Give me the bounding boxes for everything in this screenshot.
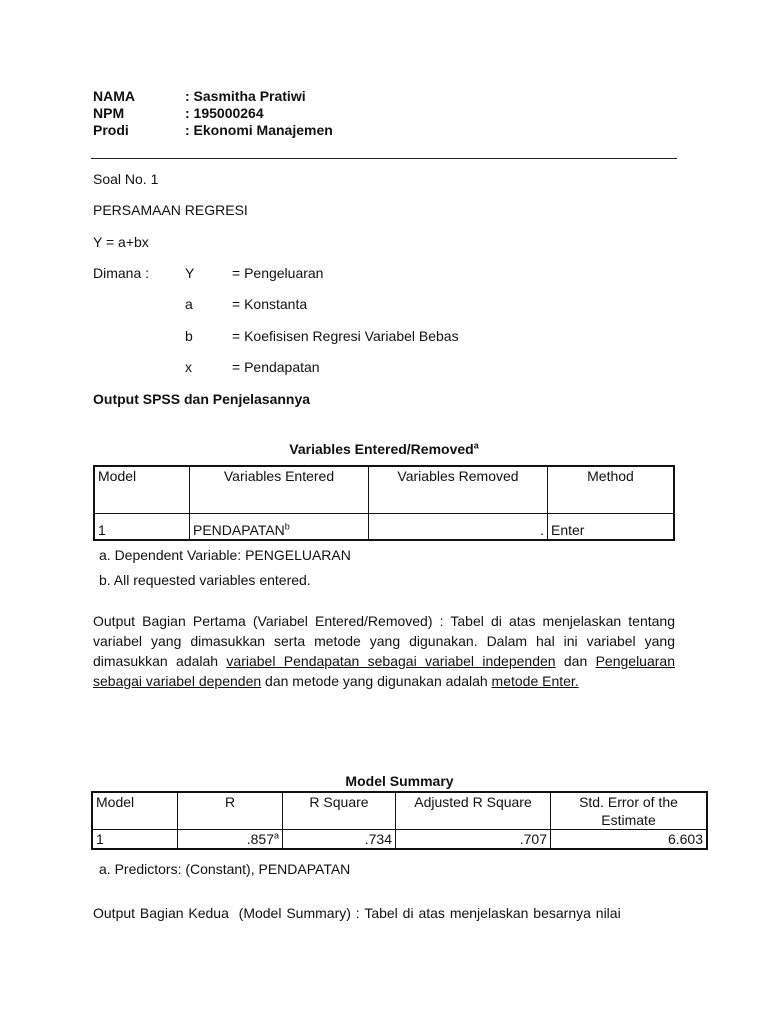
model-cell: 1 xyxy=(94,514,190,541)
model-summary-table xyxy=(91,791,708,850)
paragraph-output-pertama xyxy=(93,611,675,691)
table-header-row xyxy=(94,466,674,514)
table2-title: Model Summary xyxy=(345,773,454,789)
r-sup: a xyxy=(273,830,279,841)
header-cell: Adjusted R Square xyxy=(396,792,551,830)
paragraph-text: dan metode yang digunakan adalah xyxy=(261,673,492,689)
r-cell xyxy=(178,830,283,850)
output-heading: Output SPSS dan Penjelasannya xyxy=(93,391,311,407)
section-title: PERSAMAAN REGRESI xyxy=(93,202,248,218)
std-error-cell: 6.603 xyxy=(551,830,708,850)
table1-note: b. All requested variables entered. xyxy=(99,572,311,588)
header-cell: Method xyxy=(548,466,675,514)
paragraph-text: dan xyxy=(555,653,596,669)
dimana-label: Dimana : xyxy=(93,265,150,281)
entered-value: PENDAPATAN xyxy=(193,522,285,538)
definition-meaning: = Pengeluaran xyxy=(232,265,324,281)
header-cell: Variables Entered xyxy=(190,466,369,514)
table1-title-sup: a xyxy=(473,440,479,451)
header-cell: Model xyxy=(92,792,178,830)
header-cell: Variables Removed xyxy=(369,466,548,514)
adj-r-square-cell: .707 xyxy=(396,830,551,850)
header-cell: Std. Error of the Estimate xyxy=(551,792,708,830)
underlined-text: metode Enter. xyxy=(491,673,579,689)
table-row xyxy=(94,514,674,541)
model-cell: 1 xyxy=(92,830,178,850)
table1-note: a. Dependent Variable: PENGELUARAN xyxy=(99,547,351,563)
prodi-value: : Ekonomi Manajemen xyxy=(185,122,333,138)
npm-value: : 195000264 xyxy=(185,105,264,121)
r-value: .857 xyxy=(246,831,274,847)
definition-symbol: a xyxy=(185,296,193,312)
entered-sup: b xyxy=(284,521,290,532)
underlined-text: variabel Pendapatan sebagai variabel independen xyxy=(226,653,556,669)
definition-meaning: = Konstanta xyxy=(232,296,308,312)
removed-cell: . xyxy=(369,514,548,541)
header-cell: R xyxy=(178,792,283,830)
definition-meaning: = Pendapatan xyxy=(232,359,320,375)
table-header-row xyxy=(92,792,707,830)
paragraph-output-kedua: Output Bagian Kedua (Model Summary) : Tabel di atas menjelaskan besarnya nilai xyxy=(93,905,621,921)
underlined-text: Pengeluaran sebagai variabel dependen xyxy=(93,653,675,689)
soal-number: Soal No. 1 xyxy=(93,171,159,187)
paragraph-text: Output Bagian Pertama (Variabel Entered/Removed) : Tabel di atas menjelaskan tentang variabel yang dimasukkan serta metode yang digunakan. Dalam hal ini variabel yang dimasukkan adalah xyxy=(93,613,675,669)
identity-header xyxy=(0,88,768,140)
r-square-cell: .734 xyxy=(283,830,396,850)
header-cell: Model xyxy=(94,466,190,514)
table-row xyxy=(92,830,707,850)
variables-entered-table xyxy=(93,465,675,541)
npm-label: NPM xyxy=(93,105,125,121)
nama-value: : Sasmitha Pratiwi xyxy=(185,88,306,104)
table1-title-text: Variables Entered/Removed xyxy=(289,441,474,457)
definition-symbol: Y xyxy=(185,265,195,281)
header-divider xyxy=(91,158,677,159)
header-cell: R Square xyxy=(283,792,396,830)
method-cell: Enter xyxy=(548,514,675,541)
definition-symbol: b xyxy=(185,328,193,344)
entered-cell xyxy=(190,514,369,541)
definition-meaning: = Koefisisen Regresi Variabel Bebas xyxy=(232,328,459,344)
nama-label: NAMA xyxy=(93,88,135,104)
table2-note: a. Predictors: (Constant), PENDAPATAN xyxy=(99,861,351,877)
prodi-label: Prodi xyxy=(93,122,129,138)
equation: Y = a+bx xyxy=(93,234,149,250)
definition-symbol: x xyxy=(185,359,192,375)
table1-title xyxy=(93,441,675,457)
